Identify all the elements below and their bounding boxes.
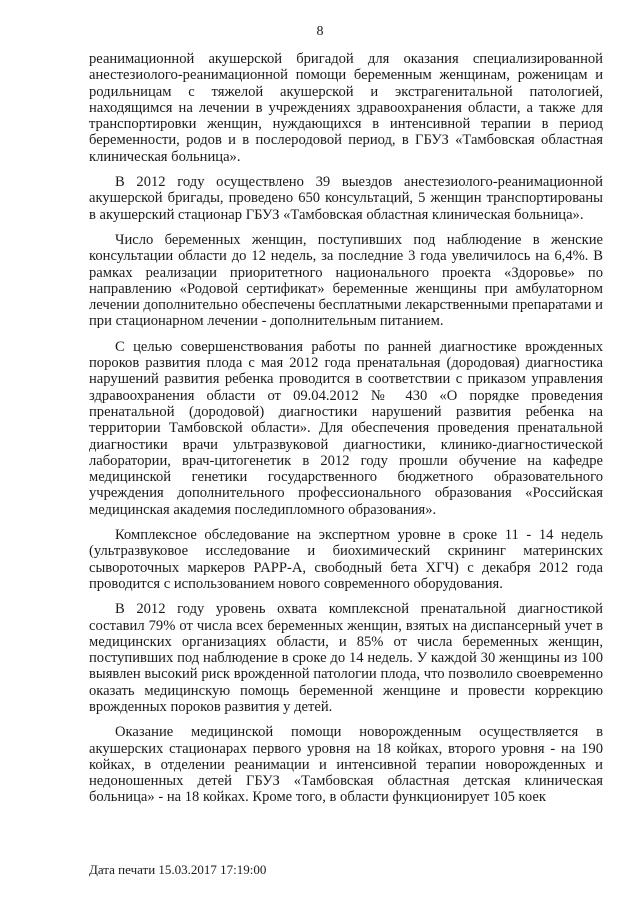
page-number: 8 [316, 24, 324, 39]
print-date: Дата печати 15.03.2017 17:19:00 [89, 862, 267, 877]
paragraph-2012-visits: В 2012 году осуществлено 39 выездов анестезиолого-реанимационной акушерской бригады, проведено 650 консультаций, 5 женщин транспортированы в акушерский стационар ГБУЗ «Тамбовская областная клиническая больница». [89, 174, 603, 223]
paragraph-newborn-care: Оказание медицинской помощи новорожденным осуществляется в акушерских стационарах первого уровня на 18 койках, второго уровня - на 190 койках, в отделении реанимации и интенсивной терапии новорожденных и недоношенных детей ГБУЗ «Тамбовская областная детская клиническая больница» - на 18 койках. Кроме того, в области функционирует 105 коек [89, 724, 603, 806]
document-body [89, 51, 603, 806]
paragraph-consultations: Число беременных женщин, поступивших под наблюдение в женские консультации области до 12 недель, за последние 3 года увеличилось на 6,4%. В рамках реализации приоритетного национального проекта «Здоровье» по направлению «Родовой сертификат» беременные женщины при амбулаторном лечении дополнительно обеспечены бесплатными лекарственными препаратами и при стационарном лечении - дополнительным питанием. [89, 231, 603, 330]
paragraph-expert-screening: Комплексное обследование на экспертном уровне в сроке 11 - 14 недель (ультразвуковое исследование и биохимический скрининг материнских сывороточных маркеров PAPP-A, свободный бета ХГЧ) с декабря 2012 года проводится с использованием нового современного оборудования. [89, 527, 603, 592]
paragraph-bridge-continuation: реанимационной акушерской бригадой для оказания специализированной анестезиолого-реанимационной помощи беременным женщинам, роженицам и родильницам с тяжелой акушерской и экстрагенитальной патологией, находящимся на лечении в учреждениях здравоохранения области, а также для транспортировки женщин, нуждающихся в интенсивной терапии в период беременности, родов и в послеродовой период, в ГБУЗ «Тамбовская областная клиническая больница». [89, 51, 603, 165]
paragraph-coverage: В 2012 году уровень охвата комплексной пренатальной диагностикой составил 79% от числа всех беременных женщин, взятых на диспансерный учет в медицинских организациях области, и 85% от числа беременных женщин, поступивших под наблюдение в сроке до 14 недель. У каждой 30 женщины из 100 выявлен высокий риск врожденной патологии плода, что позволило своевременно оказать медицинскую помощь беременной женщине и провести коррекцию врожденных пороков развития у детей. [89, 601, 603, 715]
paragraph-prenatal-diagnostics: С целью совершенствования работы по ранней диагностике врожденных пороков развития плода с мая 2012 года пренатальная (дородовая) диагностика нарушений развития ребенка проводится в соответствии с приказом управления здравоохранения области от 09.04.2012 № 430 «О порядке проведения пренатальной (дородовой) диагностики нарушений развития ребенка на территории Тамбовской области». Для обеспечения проведения пренатальной диагностики врачи ультразвуковой диагностики, клинико-диагностической лаборатории, врач-цитогенетик в 2012 году прошли обучение на кафедре медицинской генетики государственного бюджетного образовательного учреждения дополнительного профессионального образования «Российская медицинская академия последипломного образования». [89, 338, 603, 518]
